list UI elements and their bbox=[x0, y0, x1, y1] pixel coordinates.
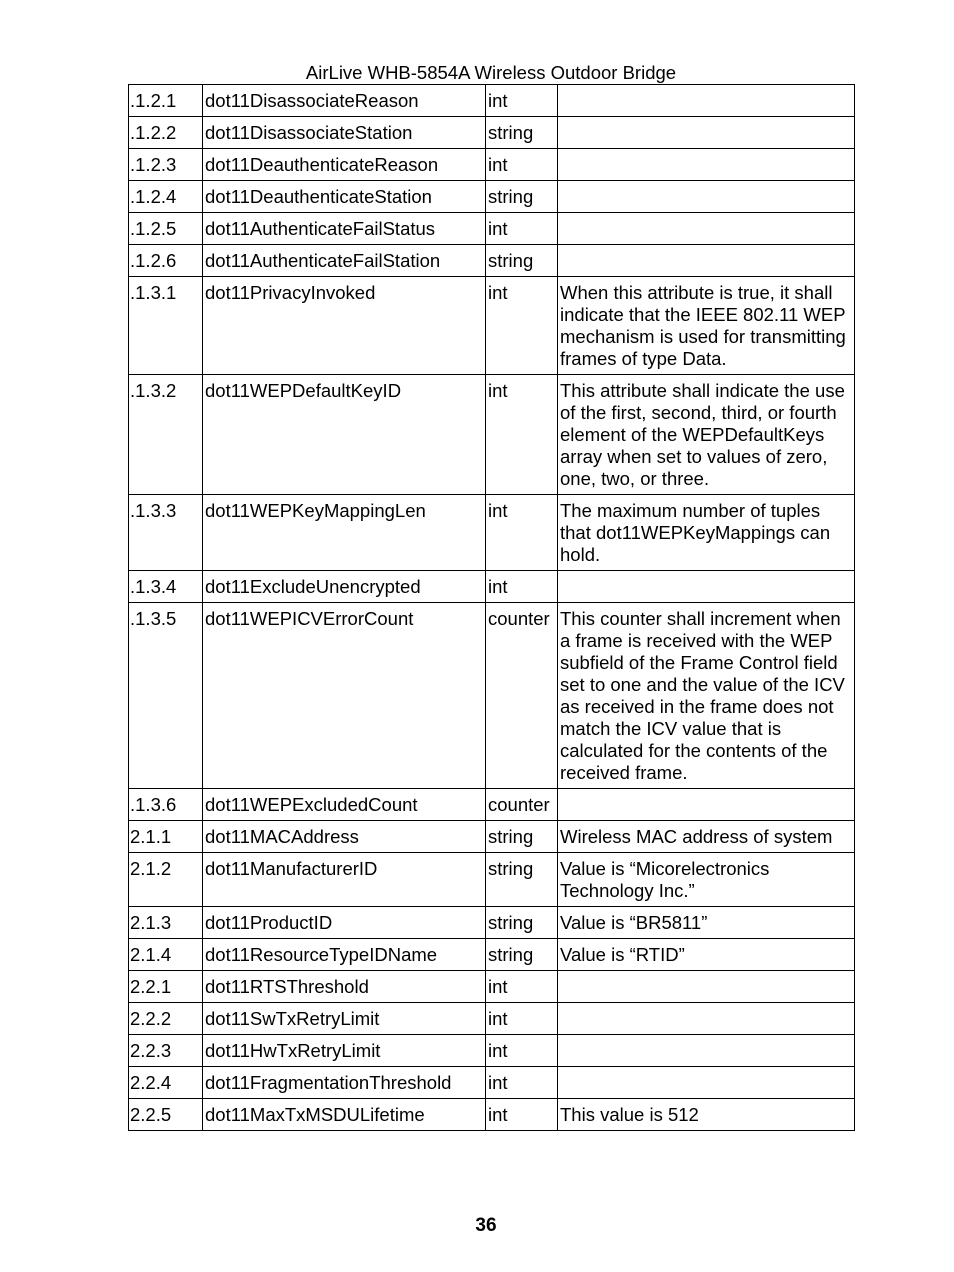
object-name-cell: dot11ExcludeUnencrypted bbox=[203, 571, 486, 603]
mib-object-table bbox=[128, 84, 855, 1131]
description-cell bbox=[558, 117, 855, 149]
description-cell: This counter shall increment when a frame is received with the WEP subfield of the Frame Control field set to one and the value of the ICV as received in the frame does not match the ICV value that is calculated for the contents of the received frame. bbox=[558, 603, 855, 789]
table-row bbox=[129, 1035, 855, 1067]
oid-cell: .1.3.1 bbox=[129, 277, 203, 375]
table-row bbox=[129, 789, 855, 821]
description-cell bbox=[558, 149, 855, 181]
type-cell: int bbox=[486, 971, 558, 1003]
type-cell: string bbox=[486, 181, 558, 213]
type-cell: string bbox=[486, 853, 558, 907]
table-row bbox=[129, 85, 855, 117]
description-cell: When this attribute is true, it shall indicate that the IEEE 802.11 WEP mechanism is used for transmitting frames of type Data. bbox=[558, 277, 855, 375]
page-number: 36 bbox=[475, 1215, 497, 1236]
oid-cell: .1.2.3 bbox=[129, 149, 203, 181]
description-cell bbox=[558, 1003, 855, 1035]
table-row bbox=[129, 853, 855, 907]
type-cell: int bbox=[486, 85, 558, 117]
oid-cell: .1.2.6 bbox=[129, 245, 203, 277]
oid-cell: .1.3.5 bbox=[129, 603, 203, 789]
table-row bbox=[129, 821, 855, 853]
type-cell: int bbox=[486, 495, 558, 571]
table-row bbox=[129, 149, 855, 181]
oid-cell: 2.2.4 bbox=[129, 1067, 203, 1099]
description-cell bbox=[558, 571, 855, 603]
object-name-cell: dot11WEPICVErrorCount bbox=[203, 603, 486, 789]
type-cell: int bbox=[486, 149, 558, 181]
type-cell: int bbox=[486, 213, 558, 245]
oid-cell: 2.2.5 bbox=[129, 1099, 203, 1131]
oid-cell: .1.2.4 bbox=[129, 181, 203, 213]
type-cell: counter bbox=[486, 789, 558, 821]
table-row bbox=[129, 117, 855, 149]
description-cell bbox=[558, 971, 855, 1003]
type-cell: int bbox=[486, 1099, 558, 1131]
table-row bbox=[129, 1003, 855, 1035]
type-cell: string bbox=[486, 821, 558, 853]
description-cell: Value is “Micorelectronics Technology Inc.” bbox=[558, 853, 855, 907]
oid-cell: 2.1.3 bbox=[129, 907, 203, 939]
description-cell: Wireless MAC address of system bbox=[558, 821, 855, 853]
oid-cell: 2.1.1 bbox=[129, 821, 203, 853]
object-name-cell: dot11HwTxRetryLimit bbox=[203, 1035, 486, 1067]
table-row bbox=[129, 907, 855, 939]
oid-cell: .1.3.6 bbox=[129, 789, 203, 821]
object-name-cell: dot11WEPKeyMappingLen bbox=[203, 495, 486, 571]
table-row bbox=[129, 245, 855, 277]
oid-cell: .1.2.1 bbox=[129, 85, 203, 117]
object-name-cell: dot11WEPExcludedCount bbox=[203, 789, 486, 821]
oid-cell: 2.2.1 bbox=[129, 971, 203, 1003]
object-name-cell: dot11FragmentationThreshold bbox=[203, 1067, 486, 1099]
object-name-cell: dot11RTSThreshold bbox=[203, 971, 486, 1003]
type-cell: int bbox=[486, 277, 558, 375]
description-cell: Value is “RTID” bbox=[558, 939, 855, 971]
object-name-cell: dot11MACAddress bbox=[203, 821, 486, 853]
page-header-title: AirLive WHB-5854A Wireless Outdoor Bridge bbox=[305, 62, 677, 83]
type-cell: string bbox=[486, 117, 558, 149]
table-row bbox=[129, 939, 855, 971]
object-name-cell: dot11MaxTxMSDULifetime bbox=[203, 1099, 486, 1131]
object-name-cell: dot11ResourceTypeIDName bbox=[203, 939, 486, 971]
table-row bbox=[129, 181, 855, 213]
object-name-cell: dot11DisassociateStation bbox=[203, 117, 486, 149]
oid-cell: .1.3.3 bbox=[129, 495, 203, 571]
object-name-cell: dot11WEPDefaultKeyID bbox=[203, 375, 486, 495]
table-row bbox=[129, 571, 855, 603]
table-row bbox=[129, 603, 855, 789]
table-row bbox=[129, 277, 855, 375]
type-cell: int bbox=[486, 1003, 558, 1035]
type-cell: int bbox=[486, 375, 558, 495]
table-row bbox=[129, 1099, 855, 1131]
object-name-cell: dot11AuthenticateFailStatus bbox=[203, 213, 486, 245]
type-cell: int bbox=[486, 571, 558, 603]
description-cell bbox=[558, 85, 855, 117]
description-cell bbox=[558, 1035, 855, 1067]
type-cell: counter bbox=[486, 603, 558, 789]
type-cell: string bbox=[486, 939, 558, 971]
object-name-cell: dot11DisassociateReason bbox=[203, 85, 486, 117]
type-cell: string bbox=[486, 907, 558, 939]
table-row bbox=[129, 213, 855, 245]
description-cell: This attribute shall indicate the use of the first, second, third, or fourth element of the WEPDefaultKeys array when set to values of zero, one, two, or three. bbox=[558, 375, 855, 495]
object-name-cell: dot11SwTxRetryLimit bbox=[203, 1003, 486, 1035]
oid-cell: .1.2.5 bbox=[129, 213, 203, 245]
table-row bbox=[129, 375, 855, 495]
description-cell: The maximum number of tuples that dot11WEPKeyMappings can hold. bbox=[558, 495, 855, 571]
description-cell bbox=[558, 213, 855, 245]
object-name-cell: dot11AuthenticateFailStation bbox=[203, 245, 486, 277]
table-row bbox=[129, 971, 855, 1003]
description-cell bbox=[558, 1067, 855, 1099]
description-cell bbox=[558, 789, 855, 821]
type-cell: int bbox=[486, 1067, 558, 1099]
oid-cell: .1.2.2 bbox=[129, 117, 203, 149]
object-name-cell: dot11DeauthenticateReason bbox=[203, 149, 486, 181]
oid-cell: 2.1.4 bbox=[129, 939, 203, 971]
oid-cell: .1.3.2 bbox=[129, 375, 203, 495]
description-cell: Value is “BR5811” bbox=[558, 907, 855, 939]
object-name-cell: dot11PrivacyInvoked bbox=[203, 277, 486, 375]
oid-cell: 2.2.3 bbox=[129, 1035, 203, 1067]
object-name-cell: dot11DeauthenticateStation bbox=[203, 181, 486, 213]
object-name-cell: dot11ProductID bbox=[203, 907, 486, 939]
object-name-cell: dot11ManufacturerID bbox=[203, 853, 486, 907]
type-cell: string bbox=[486, 245, 558, 277]
description-cell bbox=[558, 181, 855, 213]
type-cell: int bbox=[486, 1035, 558, 1067]
oid-cell: .1.3.4 bbox=[129, 571, 203, 603]
oid-cell: 2.1.2 bbox=[129, 853, 203, 907]
description-cell: This value is 512 bbox=[558, 1099, 855, 1131]
mib-table-body bbox=[129, 85, 855, 1131]
oid-cell: 2.2.2 bbox=[129, 1003, 203, 1035]
table-row bbox=[129, 495, 855, 571]
description-cell bbox=[558, 245, 855, 277]
table-row bbox=[129, 1067, 855, 1099]
